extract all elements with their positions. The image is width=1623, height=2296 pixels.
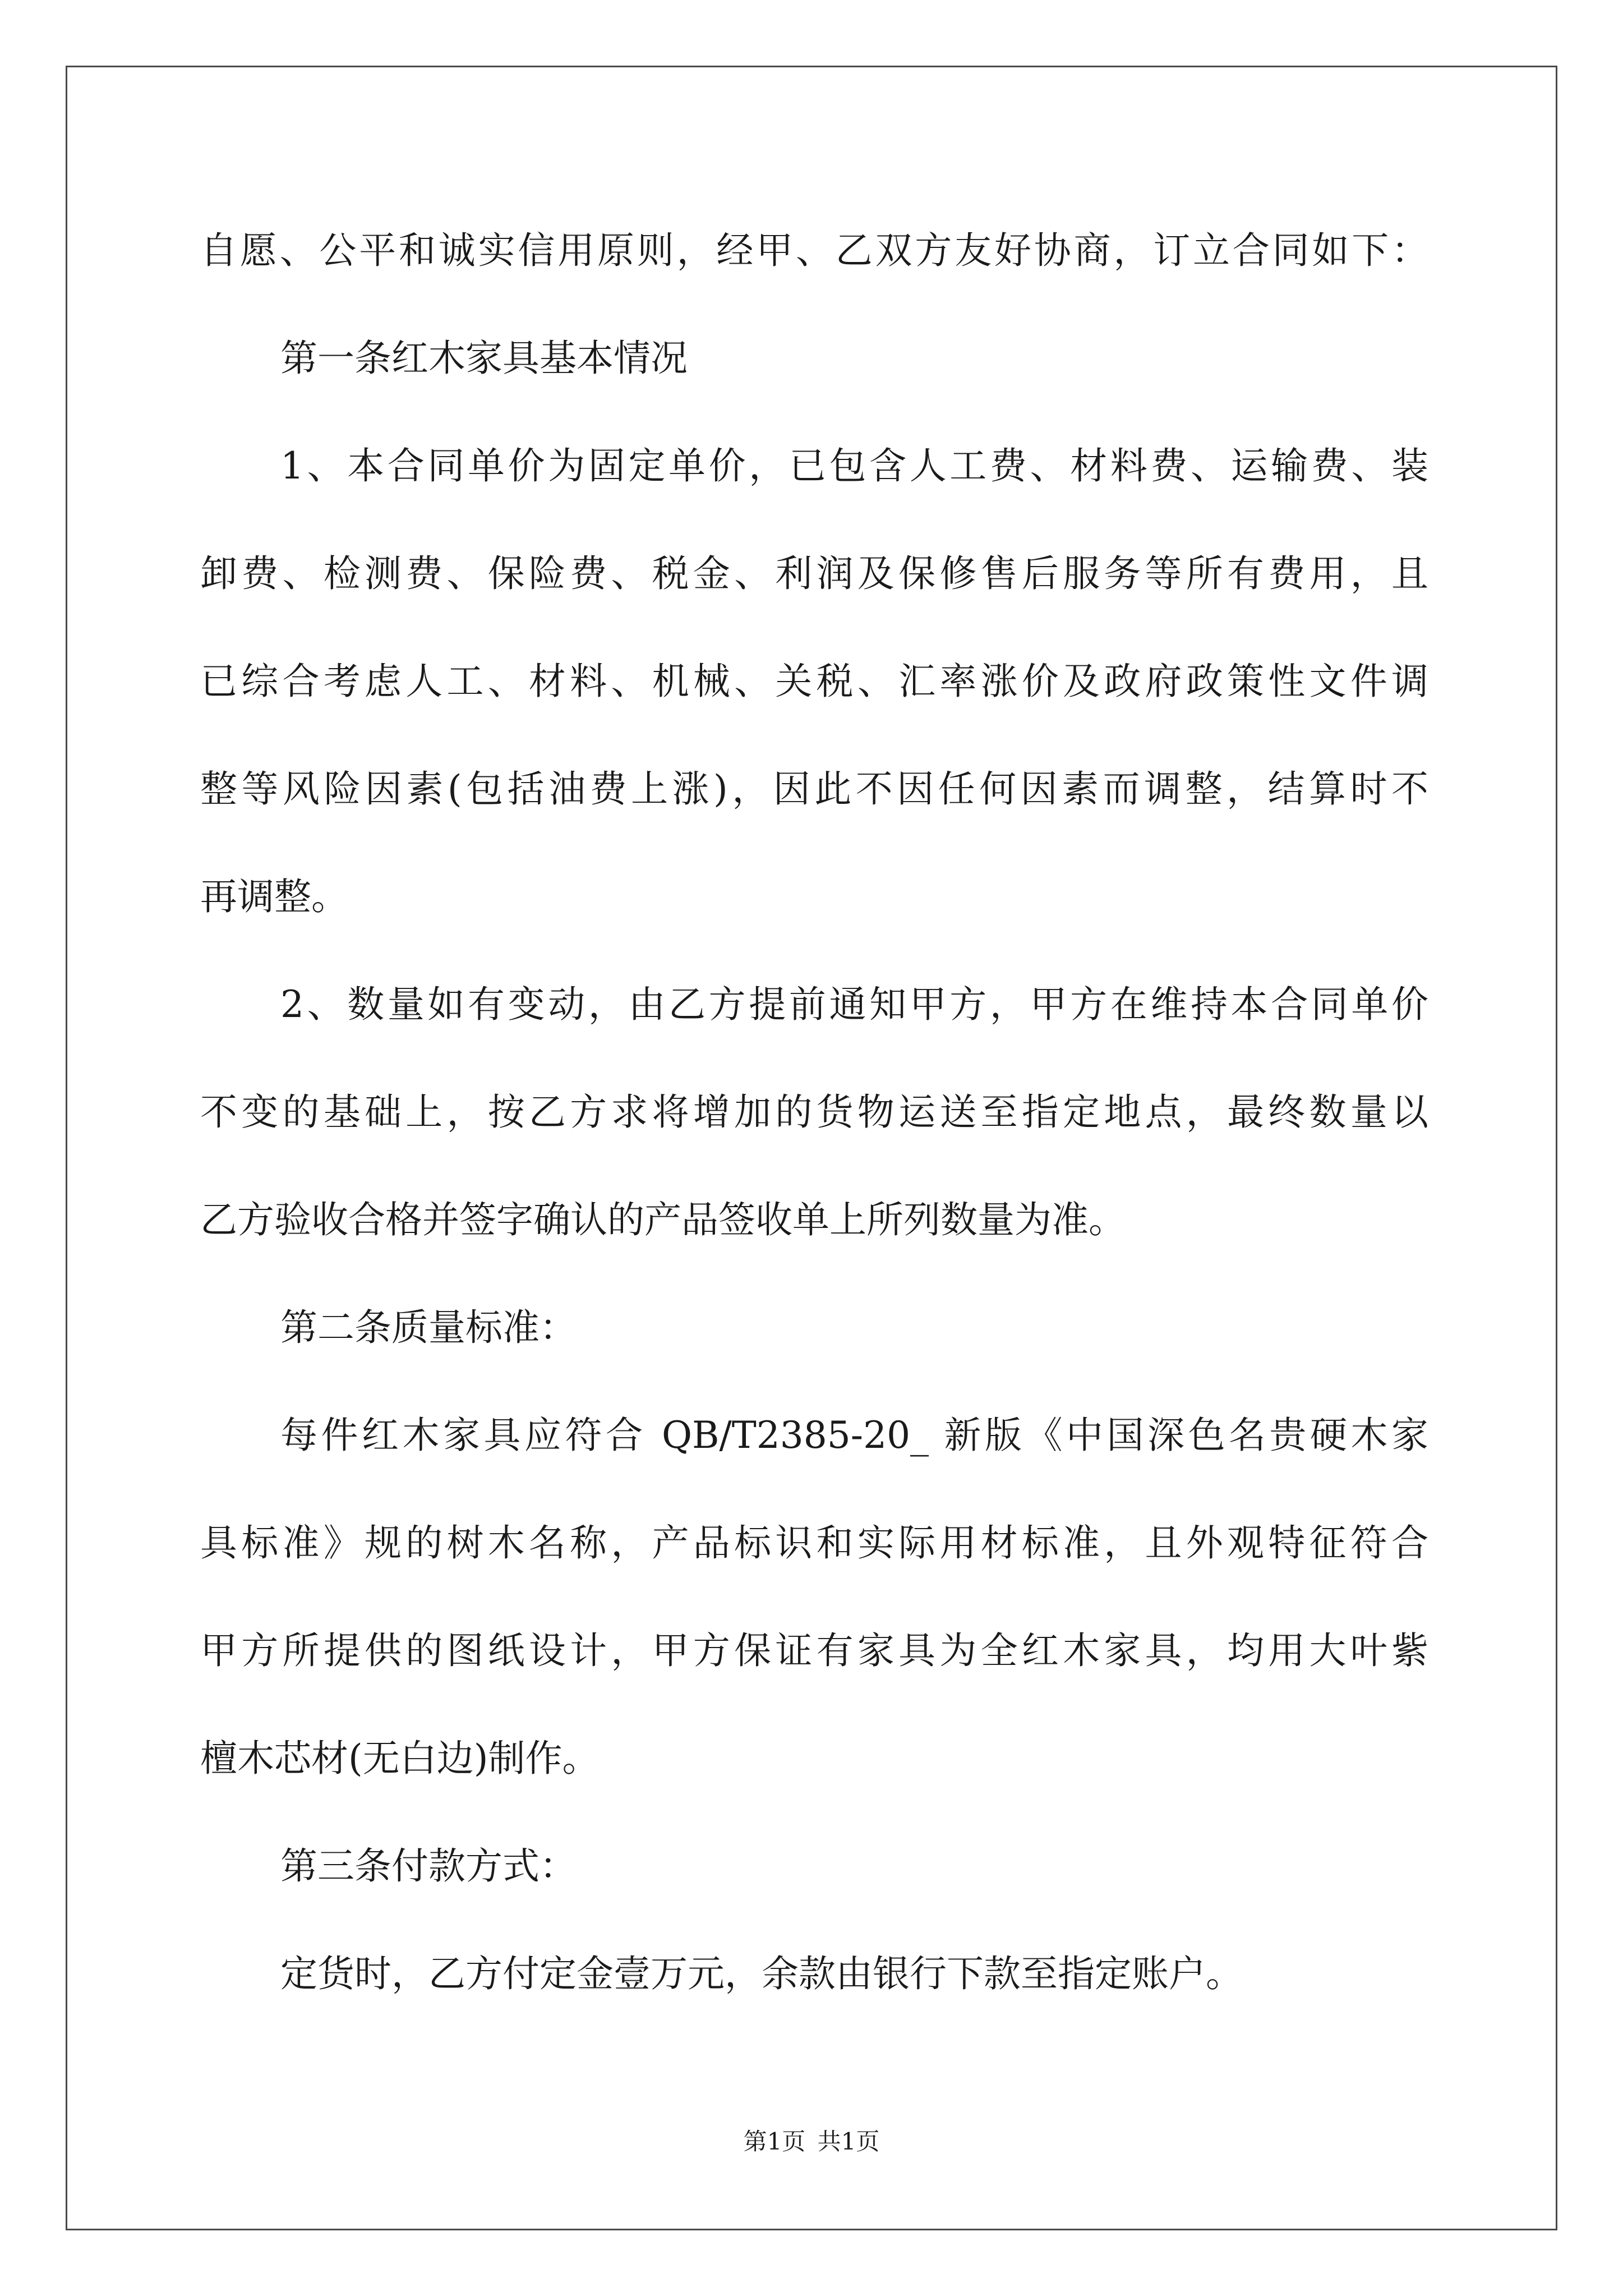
body-line: 甲方所提供的图纸设计，甲方保证有家具为全红木家具，均用大叶紫 xyxy=(200,1629,1428,1672)
body-line: 具标准》规的树木名称，产品标识和实际用材标准，且外观特征符合 xyxy=(200,1521,1428,1565)
document-body xyxy=(200,222,1428,2053)
body-line: 乙方验收合格并签字确认的产品签收单上所列数量为准。 xyxy=(200,1198,1126,1241)
body-line: 每件红木家具应符合 QB/T2385-20_ 新版《中国深色名贵硬木家 xyxy=(280,1414,1428,1457)
body-line: 檀木芯材(无白边)制作。 xyxy=(200,1737,600,1780)
body-line: 2、数量如有变动，由乙方提前通知甲方，甲方在维持本合同单价 xyxy=(280,983,1428,1026)
page-number: 第1页 xyxy=(743,2128,806,2155)
page-total: 共1页 xyxy=(817,2128,880,2155)
article-heading: 第二条质量标准： xyxy=(280,1306,577,1349)
body-line: 定货时，乙方付定金壹万元，余款由银行下款至指定账户。 xyxy=(280,1952,1243,1995)
article-heading: 第一条红木家具基本情况 xyxy=(280,337,688,380)
body-line: 自愿、公平和诚实信用原则，经甲、乙双方友好协商，订立合同如下： xyxy=(200,229,1428,272)
article-heading: 第三条付款方式： xyxy=(280,1844,577,1888)
body-line: 1、本合同单价为固定单价，已包含人工费、材料费、运输费、装 xyxy=(280,444,1428,487)
body-line: 再调整。 xyxy=(200,875,348,918)
body-line: 不变的基础上，按乙方求将增加的货物运送至指定地点，最终数量以 xyxy=(200,1091,1428,1134)
body-line: 整等风险因素(包括油费上涨)，因此不因任何因素而调整，结算时不 xyxy=(200,767,1428,811)
body-line: 卸费、检测费、保险费、税金、利润及保修售后服务等所有费用，且 xyxy=(200,552,1428,595)
body-line: 已综合考虑人工、材料、机械、关税、汇率涨价及政府政策性文件调 xyxy=(200,660,1428,703)
page-footer xyxy=(0,2123,1623,2157)
